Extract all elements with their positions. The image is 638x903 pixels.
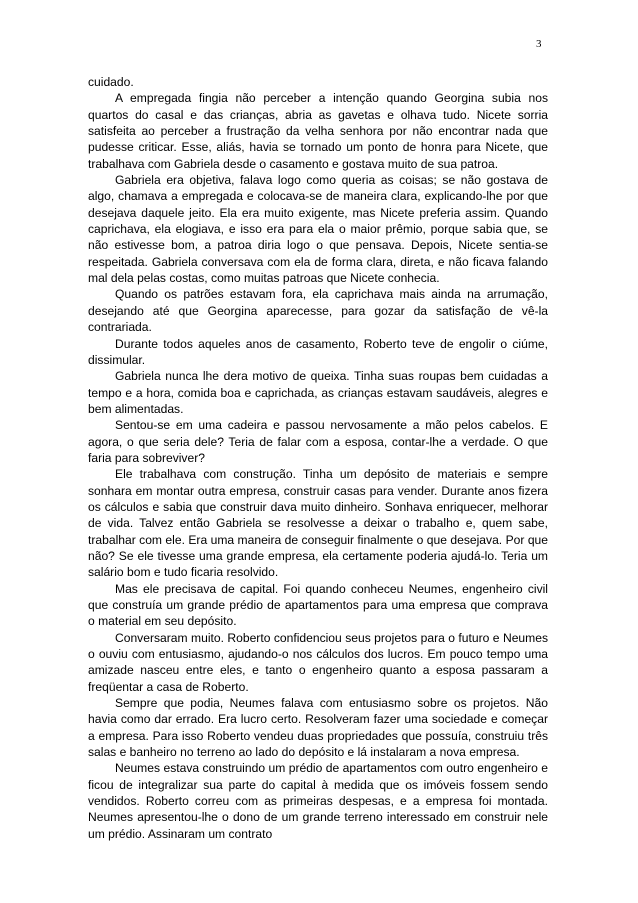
paragraph: Conversaram muito. Roberto confidenciou seus projetos para o futuro e Neumes o ouviu com entusiasmo, ajudando-o nos cálculos dos lucros. Em pouco tempo uma amizade nasceu entre eles, e tanto o engenheiro quanto a esposa passaram a freqüentar a casa de Roberto. <box>88 630 548 694</box>
page-number: 3 <box>536 38 542 50</box>
paragraph: Ele trabalhava com construção. Tinha um depósito de materiais e sempre sonhara em montar outra empresa, construir casas para vender. Durante anos fizera os cálculos e sabia que construir dava muito dinheiro. Sonhava enriquecer, melhorar de vida. Talvez então Gabriela se resolvesse a deixar o trabalho e, quem sabe, trabalhar com ele. Era uma maneira de conseguir finalmente o que desejava. Por que não? Se ele tivesse uma grande empresa, ela certamente poderia ajudá-lo. Teria um salário bom e tudo ficaria resolvido. <box>88 467 548 580</box>
paragraph: Sempre que podia, Neumes falava com entusiasmo sobre os projetos. Não havia como dar errado. Era lucro certo. Resolveram fazer uma sociedade e começar a empresa. Para isso Roberto vendeu duas propriedades que possuía, construiu três salas e banheiro no terreno ao lado do depósito e lá instalaram a nova empresa. <box>88 696 548 760</box>
paragraph: Durante todos aqueles anos de casamento, Roberto teve de engolir o ciúme, dissimular. <box>88 336 548 367</box>
paragraph: cuidado. <box>88 75 134 89</box>
paragraph: Gabriela nunca lhe dera motivo de queixa. Tinha suas roupas bem cuidadas a tempo e a hora, comida boa e caprichada, as crianças estavam saudáveis, alegres e bem alimentadas. <box>88 369 548 416</box>
paragraph: Gabriela era objetiva, falava logo como queria as coisas; se não gostava de algo, chamava a empregada e colocava-se de maneira clara, explicando-lhe por que desejava daquele jeito. Ela era muito exigente, mas Nicete preferia assim. Quando caprichava, ela elogiava, e isso era para ela o maior prêmio, porque sabia que, se não estivesse bom, a patroa diria logo o que pensava. Depois, Nicete sentia-se respeitada. Gabriela conversava com ela de forma clara, direta, e não ficava falando mal dela pelas costas, como muitas patroas que Nicete conhecia. <box>88 173 548 286</box>
paragraph: Neumes estava construindo um prédio de apartamentos com outro engenheiro e ficou de integralizar sua parte do capital à medida que os imóveis fossem sendo vendidos. Roberto correu com as primeiras despesas, e a empresa foi montada. Neumes apresentou-lhe o dono de um grande terreno interessado em construir nele um prédio. Assinaram um contrato <box>88 761 548 841</box>
paragraph: A empregada fingia não perceber a intenção quando Georgina subia nos quartos do casal e das crianças, abria as gavetas e olhava tudo. Nicete sorria satisfeita ao perceber a frustração da velha senhora por não encontrar nada que pudesse criticar. Esse, aliás, havia se tornado um ponto de honra para Nicete, que trabalhava com Gabriela desde o casamento e gostava muito de sua patroa. <box>88 91 548 171</box>
body-text <box>88 74 548 842</box>
paragraph: Mas ele precisava de capital. Foi quando conheceu Neumes, engenheiro civil que construía um grande prédio de apartamentos para uma empresa que comprava o material em seu depósito. <box>88 581 548 629</box>
paragraph: Quando os patrões estavam fora, ela caprichava mais ainda na arrumação, desejando até que Georgina aparecesse, para gozar da satisfação de vê-la contrariada. <box>88 287 548 335</box>
paragraph: Sentou-se em uma cadeira e passou nervosamente a mão pelos cabelos. E agora, o que seria dele? Teria de falar com a esposa, contar-lhe a verdade. O que faria para sobreviver? <box>88 418 548 465</box>
